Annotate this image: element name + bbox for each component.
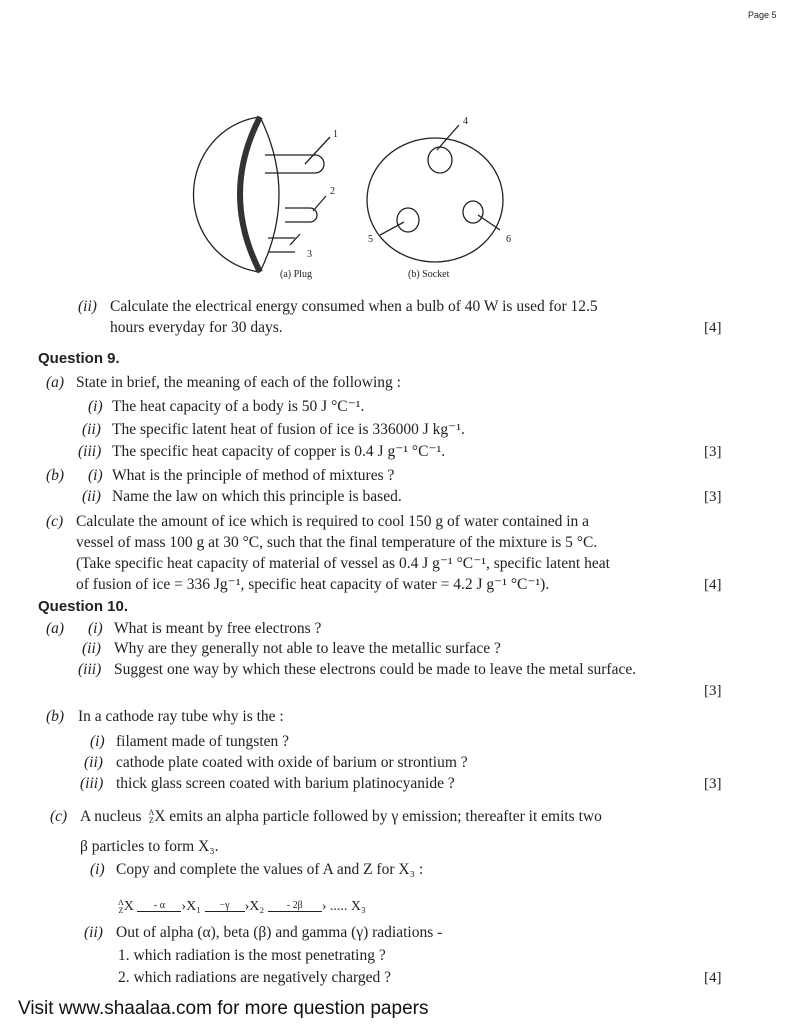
q9-b-i: What is the principle of method of mixtures ? [112,467,395,484]
q10-c-num: (c) [50,808,68,825]
q9-a-i: The heat capacity of a body is 50 J °C⁻¹. [112,398,365,415]
q9-b-ii-num: (ii) [82,488,101,505]
q10-b-marks: [3] [704,776,722,792]
step-beta: - 2β [286,900,303,912]
q10-c-pre: A nucleus [80,808,142,825]
q10-a-i: What is meant by free electrons ? [114,620,322,637]
arrow-beta [268,901,322,912]
mass-number: A [148,808,155,818]
q9-a-num: (a) [46,374,65,391]
q10-b-i-num: (i) [90,733,105,750]
q10-b-num: (b) [46,708,65,725]
formula-mass-number: A [118,897,124,907]
q8-ii-num: (ii) [78,298,97,315]
q9-c-line4: of fusion of ice = 336 Jg⁻¹, specific heat capacity of water = 4.2 J g⁻¹ °C⁻¹). [76,576,550,593]
q10-c-marks: [4] [704,970,722,986]
q10-c-ii: Out of alpha (α), beta (β) and gamma (γ) radiations - [116,924,443,941]
q10-c-i: Copy and complete the values of A and Z for X₃ : [116,861,424,878]
figure-label-3: 3 [307,249,312,260]
q9-c-line1: Calculate the amount of ice which is required to cool 150 g of water contained in a [76,513,590,530]
formula-x: X [123,899,134,914]
q9-a-i-num: (i) [88,398,103,415]
q10-a-iii-num: (iii) [78,661,102,678]
plug-socket-figure [180,112,520,282]
q9-a-ii-num: (ii) [82,421,101,438]
q10-a-ii-num: (ii) [82,640,101,657]
figure-label-2: 2 [330,186,335,197]
figure-label-5: 5 [368,234,373,245]
q10-a-iii: Suggest one way by which these electrons could be made to leave the metal surface. [114,661,637,678]
q10-c-ii-1: 1. which radiation is the most penetrating ? [118,947,386,964]
atomic-number: Z [148,816,154,826]
page-label: Page 5 [748,10,777,20]
q10-b-i: filament made of tungsten ? [116,733,290,750]
q9-a-text: State in brief, the meaning of each of the following : [76,374,401,391]
step-gamma: −γ [219,900,230,912]
q9-a-iii-num: (iii) [78,443,102,460]
q10-b-ii-num: (ii) [84,754,103,771]
q9-b-i-num: (i) [88,467,103,484]
q9-c-line3: (Take specific heat capacity of material of vessel as 0.4 J g⁻¹ °C⁻¹, specific latent heat [76,555,610,572]
q9-c-marks: [4] [704,577,722,593]
formula-x2: X₂ [249,899,265,914]
q9-b-marks: [3] [704,489,722,505]
q8-marks: [4] [704,320,722,336]
q10-b-iii-num: (iii) [80,775,104,792]
q9-a-marks: [3] [704,444,722,460]
q10-c-ii-2: 2. which radiations are negatively charged ? [118,969,392,986]
decay-formula: A ZX - α ›X₁ −γ ›X₂ - 2β › ..... X₃ [118,897,366,915]
formula-atomic-number: Z [118,905,124,915]
socket-caption: (b) Socket [408,269,450,280]
formula-x3: ..... X₃ [329,899,366,914]
q8-ii-line2: hours everyday for 30 days. [110,319,283,336]
q10-c-line1 [80,808,602,826]
q10-a-ii: Why are they generally not able to leave the metallic surface ? [114,640,501,657]
q10-c-i-num: (i) [90,861,105,878]
formula-x1: X₁ [186,899,202,914]
q9-a-ii: The specific latent heat of fusion of ice is 336000 J kg⁻¹. [112,421,465,438]
q10-c-text: emits an alpha particle followed by γ emission; thereafter it emits two [169,808,602,825]
arrow-alpha [137,901,181,912]
figure-label-6: 6 [506,234,511,245]
q9-c-line2: vessel of mass 100 g at 30 °C, such that the final temperature of the mixture is 5 °C. [76,534,598,551]
q10-b-ii: cathode plate coated with oxide of barium or strontium ? [116,754,468,771]
q10-b-iii: thick glass screen coated with barium platinocyanide ? [116,775,455,792]
q10-c-line2: β particles to form X₃. [80,838,219,855]
nucleus-symbol: X [154,808,166,825]
footer-link-text: Visit www.shaalaa.com for more question papers [18,998,429,1019]
question-9-title: Question 9. [38,350,120,367]
q10-a-num: (a) [46,620,65,637]
q9-b-ii: Name the law on which this principle is based. [112,488,402,505]
q10-a-i-num: (i) [88,620,103,637]
q10-a-marks: [3] [704,683,722,699]
plug-caption: (a) Plug [280,269,312,280]
arrow-gamma [205,901,245,912]
figure-label-4: 4 [463,116,468,127]
figure-label-1: 1 [333,129,338,140]
q9-b-num: (b) [46,467,65,484]
step-alpha: - α [153,900,165,912]
q10-c-ii-num: (ii) [84,924,103,941]
question-10-title: Question 10. [38,598,129,615]
q9-a-iii: The specific heat capacity of copper is 0.4 J g⁻¹ °C⁻¹. [112,443,446,460]
q9-c-num: (c) [46,513,64,530]
q10-b-text: In a cathode ray tube why is the : [78,708,284,725]
q8-ii-line1: Calculate the electrical energy consumed when a bulb of 40 W is used for 12.5 [110,298,598,315]
